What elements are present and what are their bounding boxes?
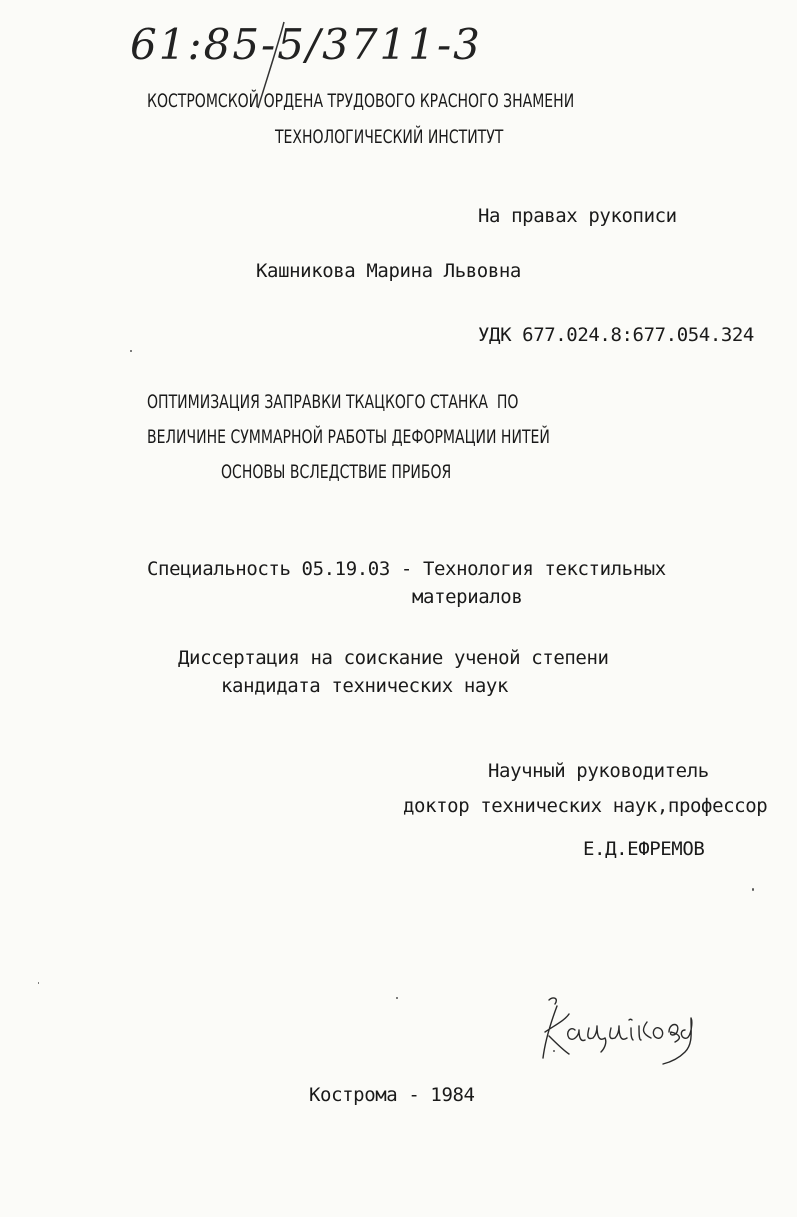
dissertation-line-1: Диссертация на соискание ученой степени xyxy=(178,647,609,669)
archive-number-handwritten: 61:85-5/3711-3 xyxy=(130,20,482,69)
scan-speck xyxy=(396,997,398,999)
title-line-2: ВЕЛИЧИНЕ СУММАРНОЙ РАБОТЫ ДЕФОРМАЦИИ НИТЕЙ xyxy=(147,426,550,448)
title-line-3: ОСНОВЫ ВСЛЕДСТВИЕ ПРИБОЯ xyxy=(221,461,452,483)
specialty-line-1: Специальность 05.19.03 - Технология текстильных xyxy=(147,558,666,580)
scan-speck xyxy=(130,350,132,352)
udc-code: УДК 677.024.8:677.054.324 xyxy=(478,324,754,346)
supervisor-name: Е.Д.ЕФРЕМОВ xyxy=(583,838,705,860)
title-line-1: ОПТИМИЗАЦИЯ ЗАПРАВКИ ТКАЦКОГО СТАНКА ПО xyxy=(147,391,519,413)
supervisor-role: Научный руководитель xyxy=(488,760,709,782)
specialty-line-2: материалов xyxy=(412,586,523,608)
institution-line-2: ТЕХНОЛОГИЧЕСКИЙ ИНСТИТУТ xyxy=(275,126,504,148)
author-signature xyxy=(535,992,705,1067)
dissertation-line-2: кандидата технических наук xyxy=(221,675,509,697)
place-and-year: Кострома - 1984 xyxy=(309,1084,475,1106)
scan-speck xyxy=(553,1050,555,1052)
supervisor-degree: доктор технических наук,профессор xyxy=(403,795,768,817)
manuscript-rights-note: На правах рукописи xyxy=(478,205,677,227)
scan-speck xyxy=(752,888,754,891)
institution-line-1: КОСТРОМСКОЙ ОРДЕНА ТРУДОВОГО КРАСНОГО ЗНАМЕНИ xyxy=(147,90,575,112)
author-name: Кашникова Марина Львовна xyxy=(256,260,521,282)
scan-speck xyxy=(38,982,39,984)
